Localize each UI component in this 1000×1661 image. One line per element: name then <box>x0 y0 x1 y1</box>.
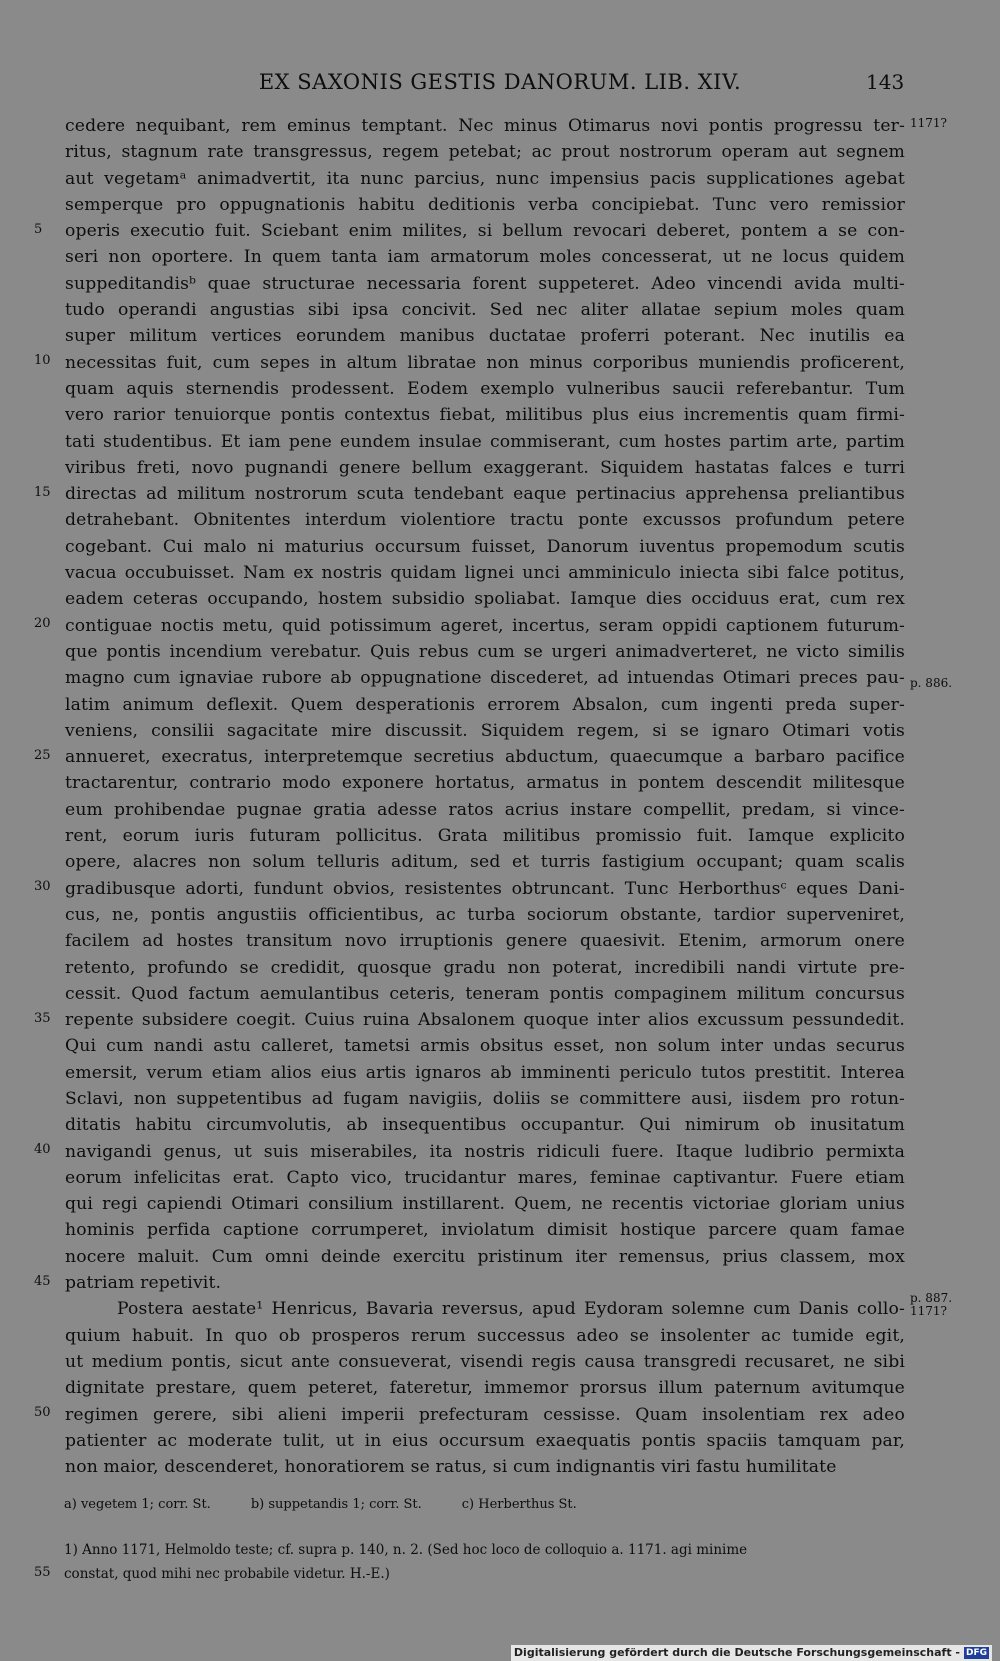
line-number: 15 <box>34 485 51 500</box>
text-line: annueret, execratus, interpretemque secretius abductum, quaecumque a barbaro pacifice <box>65 747 905 768</box>
running-title: EX SAXONIS GESTIS DANORUM. LIB. XIV. <box>258 70 742 94</box>
page-number: 143 <box>866 70 905 94</box>
text-line: veniens, consilii sagacitate mire discussit. Siquidem regem, si se ignaro Otimari votis <box>65 720 905 741</box>
main-text <box>65 113 905 1480</box>
text-line: facilem ad hostes transitum novo irruptionis genere quaesivit. Etenim, armorum onere <box>65 931 905 952</box>
footnote-c: c) Herberthus St. <box>461 1497 577 1512</box>
text-line: eum prohibendae pugnae gratia adesse ratos acrius instare compellit, predam, si vince- <box>65 799 905 820</box>
text-line: hominis perfida captione corrumperet, inviolatum dimisit hostique parcere quam famae <box>65 1220 905 1241</box>
text-line: nocere maluit. Cum omni deinde exercitu pristinum iter remensus, prius classem, mox <box>65 1246 905 1267</box>
footnotes <box>64 1538 906 1586</box>
footnote-line: constat, quod mihi nec probabile videtur. H.-E.) <box>64 1566 390 1582</box>
text-line: ditatis habitu circumvolutis, ab insequentibus occupantur. Qui nimirum ob inusitatum <box>65 1115 905 1136</box>
text-line: eorum infelicitas erat. Capto vico, trucidantur mares, feminae captivantur. Fuere etiam <box>65 1167 905 1188</box>
text-line: latim animum deflexit. Quem desperationis errorem Absalon, cum ingenti preda super- <box>65 694 905 715</box>
text-line: magno cum ignaviae rubore ab oppugnatione discederet, ad intuendas Otimari preces pau- <box>65 668 905 689</box>
text-line: vero rarior tenuiorque pontis contextus fiebat, militibus plus eius incrementis quam firmi- <box>65 405 905 426</box>
line-number: 20 <box>34 616 51 631</box>
text-line: ut medium pontis, sicut ante consueverat, visendi regis causa transgredi recusaret, ne sibi <box>65 1351 905 1372</box>
credit-text: Digitalisierung gefördert durch die Deutsche Forschungsgemeinschaft - <box>513 1646 960 1659</box>
dfg-logo: DFG <box>965 1648 987 1658</box>
line-number: 25 <box>34 748 51 763</box>
margin-note-page-ref: p. 886. <box>910 676 953 690</box>
text-line: directas ad militum nostrorum scuta tendebant eaque pertinacius apprehensa preliantibus <box>65 484 905 505</box>
text-line: dignitate prestare, quem peteret, fateretur, immemor prorsus illum paternum avitumque <box>65 1378 905 1399</box>
line-number: 45 <box>34 1274 51 1289</box>
textual-notes <box>64 1497 577 1512</box>
text-line: viribus freti, novo pugnandi genere bellum exaggerant. Siquidem hastatas falces e turri <box>65 457 905 478</box>
text-line: necessitas fuit, cum sepes in altum libratae non minus corporibus muniendis proficerent, <box>65 352 905 373</box>
line-number: 5 <box>34 222 43 237</box>
text-line: semperque pro oppugnationis habitu deditionis verba concipiebat. Tunc vero remissior <box>65 194 905 215</box>
text-line: tractarentur, contrario modo exponere hortatus, armatus in pontem descendit militesque <box>65 773 905 794</box>
margin-note-year: 1171? <box>910 1304 947 1318</box>
text-line: patriam repetivit. <box>65 1273 222 1294</box>
text-line: repente subsidere coegit. Cuius ruina Absalonem quoque inter alios excussum pessundedit. <box>65 1010 905 1031</box>
text-line: cedere nequibant, rem eminus temptant. Nec minus Otimarus novi pontis progressu ter- <box>65 116 905 136</box>
text-line: ritus, stagnum rate transgressus, regem petebat; ac prout nostrorum operam aut segnem <box>65 142 905 163</box>
text-line: tudo operandi angustias sibi ipsa concivit. Sed nec aliter allatae sepium moles quam <box>65 300 905 321</box>
text-line: emersit, verum etiam alios eius artis ignaros ab imminenti periculo tutos prestitit. Interea <box>65 1062 905 1083</box>
text-line: eadem ceteras occupando, hostem subsidio spoliabat. Iamque dies occiduus erat, cum rex <box>65 589 905 610</box>
footnote-b: b) suppetandis 1; corr. St. <box>250 1497 422 1512</box>
footnote-a: a) vegetem 1; corr. St. <box>64 1497 211 1512</box>
text-line: navigandi genus, ut suis miserabiles, ita nostris ridiculi fuere. Itaque ludibrio permixta <box>65 1141 905 1162</box>
text-line: cessit. Quod factum aemulantibus ceteris, teneram pontis compaginem militum concursus <box>65 983 905 1004</box>
text-line: vacua occubuisset. Nam ex nostris quidam lignei unci amminiculo iniecta sibi falce potitus, <box>65 563 905 584</box>
text-line: retento, profundo se credidit, quosque gradu non poterat, incredibili nandi virtute pre- <box>65 957 905 978</box>
text-line: operis executio fuit. Sciebant enim milites, si bellum revocari deberet, pontem a se con- <box>65 221 905 242</box>
text-line: quium habuit. In quo ob prosperos rerum successus adeo se insolenter ac tumide egit, <box>65 1325 905 1346</box>
text-line: cus, ne, pontis angustiis officientibus, ac turba sociorum obstante, tardior superveniret, <box>65 904 905 925</box>
text-line: cogebant. Cui malo ni maturius occursum fuisset, Danorum iuventus propemodum scutis <box>65 536 905 557</box>
line-number: 35 <box>34 1011 51 1026</box>
text-line: contiguae noctis metu, quid potissimum ageret, incertus, seram oppidi captionem futurum- <box>65 615 905 636</box>
line-number: 10 <box>34 353 51 368</box>
text-line: seri non oportere. In quem tanta iam armatorum moles concesserat, ut ne locus quidem <box>65 247 905 268</box>
text-line: Sclavi, non suppetentibus ad fugam navigiis, doliis se committere ausi, iisdem pro rotun- <box>65 1088 905 1109</box>
text-line: tati studentibus. Et iam pene eundem insulae commiserant, cum hostes partim arte, partim <box>65 431 905 452</box>
text-line: gradibusque adorti, fundunt obvios, resistentes obtruncant. Tunc Herborthusᶜ eques Dani- <box>65 878 905 899</box>
text-line: aut vegetamᵃ animadvertit, ita nunc parcius, nunc impensius pacis supplicationes agebat <box>65 168 905 189</box>
text-line: que pontis incendium verebatur. Quis rebus cum se urgeri animadverteret, ne victo similis <box>65 641 905 662</box>
text-line: Postera aestate¹ Henricus, Bavaria reversus, apud Eydoram solemne cum Danis collo- <box>117 1299 905 1320</box>
margin-note-page-ref: p. 887. <box>910 1291 953 1305</box>
line-number: 55 <box>34 1565 51 1580</box>
footnote-line: 1) Anno 1171, Helmoldo teste; cf. supra p. 140, n. 2. (Sed hoc loco de colloquio a. 1171. agi minime <box>64 1542 748 1558</box>
text-line: super militum vertices eorundem manibus ductatae proferri poterant. Nec inutilis ea <box>65 326 905 347</box>
text-line: quam aquis sternendis prodessent. Eodem exemplo vulneribus saucii referebantur. Tum <box>65 378 905 399</box>
text-line: Qui cum nandi astu calleret, tametsi armis obsitus esset, non solum inter undas securus <box>65 1036 905 1057</box>
text-line: non maior, descenderet, honoratiorem se ratus, si cum indignantis viri fastu humilitate <box>65 1457 837 1478</box>
line-number: 40 <box>34 1142 51 1157</box>
text-line: patienter ac moderate tulit, ut in eius occursum exaequatis pontis spaciis tamquam par, <box>65 1430 905 1451</box>
margin-note-year: 1171? <box>910 116 947 130</box>
text-line: rent, eorum iuris futuram pollicitus. Grata militibus promissio fuit. Iamque explicito <box>65 826 905 847</box>
digitization-credit <box>511 1645 992 1661</box>
text-line: regimen gerere, sibi alieni imperii prefecturam cessisse. Quam insolentiam rex adeo <box>65 1404 905 1425</box>
line-number: 50 <box>34 1405 51 1420</box>
line-number: 30 <box>34 879 51 894</box>
text-line: opere, alacres non solum telluris aditum, sed et turris fastigium occupant; quam scalis <box>65 852 905 873</box>
text-line: qui regi capiendi Otimari consilium instillarent. Quem, ne recentis victoriae gloriam unius <box>65 1194 905 1215</box>
text-line: detrahebant. Obnitentes interdum violentiore tractu ponte excussos profundum petere <box>65 510 905 531</box>
text-line: suppeditandisᵇ quae structurae necessaria forent suppeteret. Adeo vincendi avida multi- <box>65 273 905 294</box>
